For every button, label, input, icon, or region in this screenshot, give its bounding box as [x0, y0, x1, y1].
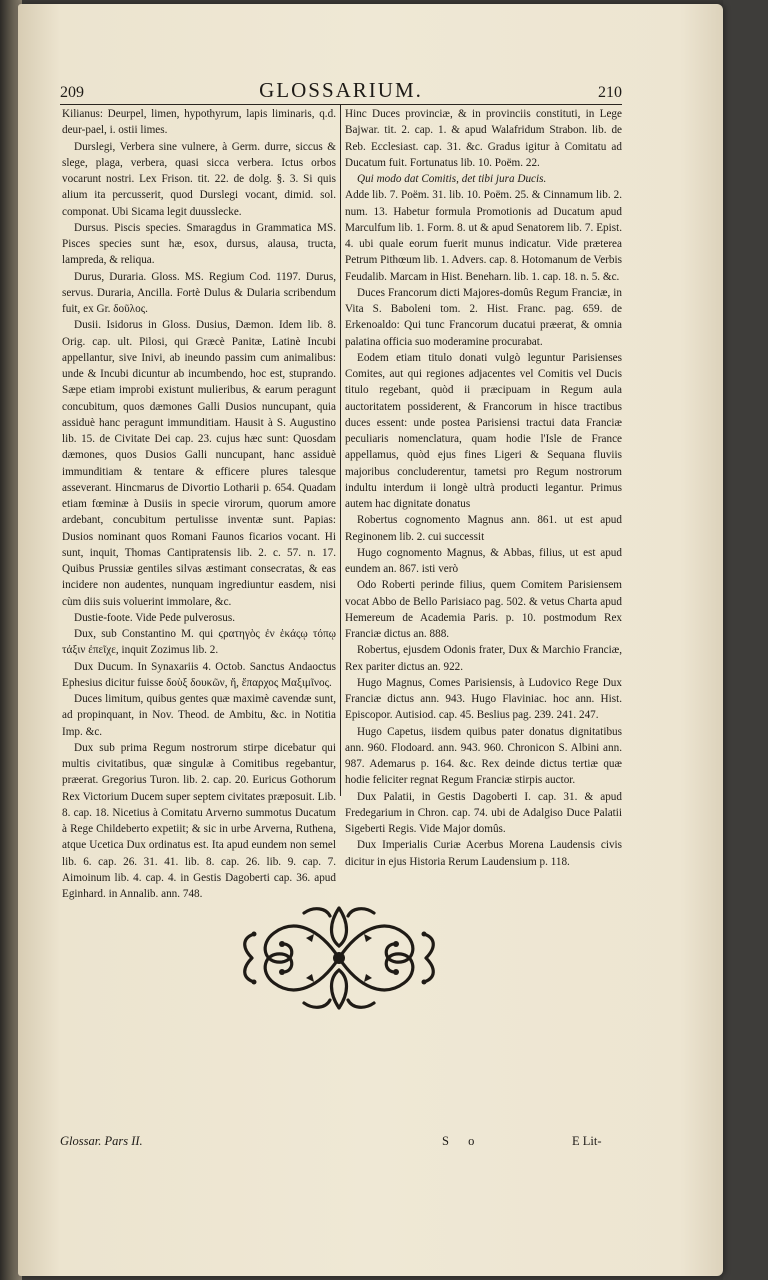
header-rule	[60, 104, 622, 105]
running-header	[60, 78, 622, 104]
entry-paragraph: Dux Imperialis Curiæ Acerbus Morena Laudensis civis dicitur in ejus Historia Rerum Laudensium p. 118.	[345, 839, 622, 868]
page-number-right: 210	[598, 84, 622, 101]
entry-paragraph: Adde lib. 7. Poëm. 31. lib. 10. Poëm. 25. & Cinnamum lib. 2. num. 13. Habetur formula Promotionis ad Ducatum apud Marculfum lib. 1. Form. 8. ut & apud Senatorem lib. 7. Epist. 4. ubi quale eorum fuerit munus indicatur. Vide præterea Petrum Pithœum lib. 1. Advers. cap. 8. Hotomanum de Verbis Feudalib. Marcam in Hist. Beneharn. lib. 1. cap. 18. n. 5. &c.	[345, 189, 622, 283]
entry-paragraph: Robertus, ejusdem Odonis frater, Dux & Marchio Franciæ, Rex pariter dictus an. 922.	[345, 644, 622, 673]
entry-paragraph: Dustie-foote. Vide Pede pulverosus.	[74, 611, 235, 624]
entry-paragraph: Dusii. Isidorus in Gloss. Dusius, Dæmon. Idem lib. 8. Orig. cap. ult. Pilosi, qui Græcè Panitæ, Latinè Incubi appellantur, sive Inivi, ab ineundo passim cum animalibus: unde & Incubi dicuntur ab incumbendo, hoc est, stuprando. Sæpe etiam improbi existunt mulieribus, & earum peragunt concubitum, quos dæmones Galli Dusios nuncupant, quia assiduè hanc peragunt immunditiam. Hausit à S. Augustino lib. 15. de Civitate Dei cap. 23. cujus hæc sunt: Quosdam dæmones, quos Dusios Galli nuncupant, hanc assiduè immunditiam & tentare & efficere plures talesque asseverant. Hincmarus de Divortio Lotharii p. 654. Quadam etiam fœminæ à Dusiis in specie virorum, quorum amore ardebant, concubitum pertulisse inventæ sunt. Papias: Dusios nominant quos Romani Faunos ficarios vocant. Hi sunt, inquit, Thomas Cantipratensis lib. 2. c. 57. n. 17. Quibus Prussiæ gentiles silvas æstimant consecratas, & eas incidere non audentes, nunquam ingrediuntur easdem, nisi cùm diis suis voluerint immolare, &c.	[62, 319, 336, 608]
column-divider	[340, 104, 341, 796]
right-column	[345, 106, 622, 870]
entry-paragraph: Dux, sub Constantino M. qui ϛρατηγὸς ἐν ἑκάςῳ τόπῳ τάξιν ἐπεῖχε, inquit Zozimus lib. 2.	[62, 628, 336, 657]
signature-note: Glossar. Pars II.	[60, 1134, 143, 1148]
entry-paragraph: Hugo Magnus, Comes Parisiensis, à Ludovico Rege Dux Franciæ dictus ann. 943. Hugo Flaviniac. hoc ann. Hist. Episcopor. Autisiod. cap. 45. Beslius pag. 239. 241. 247.	[345, 676, 622, 722]
entry-paragraph: Duces limitum, quibus gentes quæ maximè cavendæ sunt, ad propinquant, in Nov. Theod. de Ambitu, &c. in Notitia Imp. &c.	[62, 693, 336, 738]
tailpiece-ornament	[234, 898, 444, 1018]
catchword: E Lit-	[572, 1134, 602, 1148]
entry-paragraph: Hugo Capetus, iisdem quibus pater donatus dignitatibus ann. 960. Flodoard. ann. 943. 960. Chronicon S. Albini ann. 987. Ademarus p. 164. &c. Rex deinde dictus tertiæ quæ hodie feliciter regnat Regum Franciæ stirpis auctor.	[345, 725, 622, 787]
page-number-left: 209	[60, 84, 84, 101]
entry-paragraph: Odo Roberti perinde filius, quem Comitem Parisiensem vocat Abbo de Bello Parisiaco pag. 502. & vetus Charta apud Hemereum de Academia Paris. p. 10. postmodum Rex Franciæ dictus an. 888.	[345, 579, 622, 640]
entry-paragraph: Dux Palatii, in Gestis Dagoberti I. cap. 31. & apud Fredegarium in Chron. cap. 74. ubi de Adalgiso Duce Palatii Sigeberti Regis. Vide Major domûs.	[345, 790, 622, 835]
verse-line: Qui modo dat Comitis, det tibi jura Ducis.	[357, 173, 547, 185]
entry-paragraph: Durus, Duraria. Gloss. MS. Regium Cod. 1197. Durus, servus. Duraria, Ancilla. Fortè Dulus & Dularia scribendum fuit, ex Gr. δοῦλος.	[62, 270, 336, 315]
page-title: GLOSSARIUM.	[259, 78, 423, 102]
entry-paragraph: Eodem etiam titulo donati vulgò leguntur Parisienses Comites, aut qui regiones adjacentes vel Comitis vel Ducis titulo regebant, quòd ii præcipuam in Regum aula auctoritatem possiderent, & Francorum in hisce tractibus duces essent: unde postea Parisiensi tractui data Franciæ peculiaris nomenclatura, quam hodie l'Isle de France appellamus, quòd ejus fines Ligeri & Sequana fluviis majoribus concluderentur, tametsi pro Regum nostrorum indultu interdum ii longè ultrà producti legantur. Primus autem hac dignitate donatus	[345, 351, 622, 510]
left-column	[62, 106, 336, 902]
entry-paragraph: Kilianus: Deurpel, limen, hypothyrum, lapis liminaris, q.d. deur-pael, i. ostii limes.	[62, 108, 336, 137]
entry-paragraph: Hugo cognomento Magnus, & Abbas, filius, ut est apud eundem an. 867. isti verò	[345, 546, 622, 575]
signature-mark: S o	[442, 1134, 483, 1148]
entry-paragraph: Dursus. Piscis species. Smaragdus in Grammatica MS. Pisces species sunt hæ, esox, dursus, alausa, tructa, lampreda, & reliqua.	[62, 221, 336, 267]
entry-paragraph: Durslegi, Verbera sine vulnere, à Germ. durre, siccus & slege, plaga, verbera, quasi sicca verbera. Ictus orbos vocarunt nostri. Lex Frison. tit. 22. de dolg. §. 3. Si quis alium ita percusserit, quod Durslegi vocant, dimid. sol. componat. Ubi Sicama legit duusslecke.	[62, 140, 336, 218]
entry-paragraph: Dux sub prima Regum nostrorum stirpe dicebatur qui multis civitatibus, quæ singulæ à Comitibus regebantur, præerat. Gregorius Turon. lib. 2. cap. 20. Euricus Gothorum Rex Victorium Ducem super septem civitates præposuit. Lib. 8. cap. 18. Nicetius à Comitatu Arverno summotus Ducatum à Rege Childeberto expetiit; & sic in urbe Arverna, Ruthena, atque Ucetica Dux ordinatus est. Ita apud eundem non semel lib. 6. cap. 26. 31. 41. lib. 8. cap. 26. lib. 9. cap. 7. Aimoinum lib. 4. cap. 4. in Gestis Dagoberti cap. 36. apud Eginhard. in Annalib. ann. 748.	[62, 741, 336, 900]
entry-paragraph: Hinc Duces provinciæ, & in provinciis constituti, in Lege Bajwar. tit. 2. cap. 1. & apud Walafridum Strabon. lib. de Reb. Ecclesiast. cap. 31. &c. Gradus igitur à Comitatu ad Ducatum fuit. Fortunatus lib. 10. Poëm. 22.	[345, 108, 622, 169]
entry-paragraph: Dux Ducum. In Synaxariis 4. Octob. Sanctus Andaoctus Ephesius dicitur fuisse δοὺξ δουκῶν, ἤ, ἔπαρχος Μαξιμῖνος.	[62, 660, 336, 689]
entry-paragraph: Duces Francorum dicti Majores-domûs Regum Franciæ, in Vita S. Baboleni tom. 2. Hist. Franc. pag. 659. de Erkenoaldo: Qui tunc Francorum ducatui præerat, & omnia palatina officia suo moderamine procurabat.	[345, 286, 622, 348]
entry-paragraph: Robertus cognomento Magnus ann. 861. ut est apud Reginonem lib. 2. cui successit	[345, 514, 622, 543]
scan-background	[723, 0, 768, 1280]
